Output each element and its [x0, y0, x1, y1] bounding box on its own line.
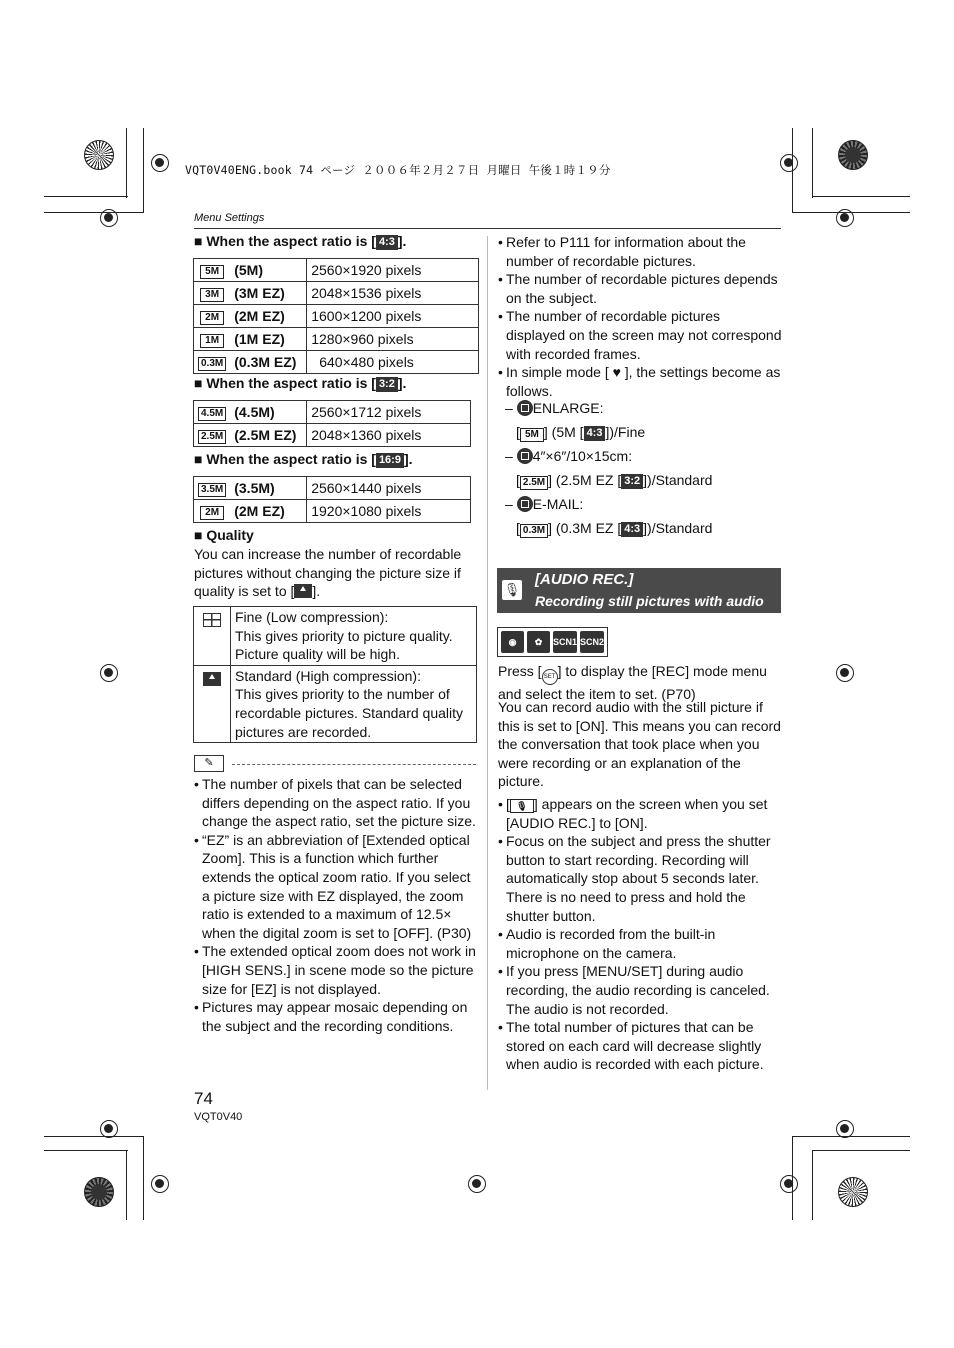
macro-mode-icon: ✿: [527, 631, 550, 653]
list-item: • The extended optical zoom does not work in [HIGH SENS.] in scene mode so the picture size for [EZ] is not displayed.: [194, 942, 480, 998]
list-item: • The number of pixels that can be selected differs depending on the aspect ratio. If you change the aspect ratio, set the picture size.: [194, 775, 480, 831]
registration-target-icon: [151, 154, 169, 172]
crop-mark: [44, 196, 128, 197]
email-setting: [ 0.3M ] (0.3M EZ [ 4:3 ])/Standard: [516, 520, 713, 536]
mode-icons: [497, 627, 608, 657]
list-item: • “EZ” is an abbreviation of [Extended optical Zoom]. This is a function which further extends the optical zoom ratio. If you select a picture size with EZ displayed, the zoom ratio is extended to a maximum of 12.5× when the digital zoom is set to [OFF]. (P30): [194, 831, 480, 943]
heading-aspect-3-2: [194, 375, 406, 392]
registration-target-icon: [836, 209, 854, 227]
note-divider: [232, 764, 476, 765]
right-bullets: [498, 233, 782, 400]
picture-size-icon: 1M: [200, 334, 224, 348]
aspect-badge-3-2: 3:2: [376, 377, 398, 392]
press-text: ] to display the [REC] mode menu and select the item to set. (P70): [498, 663, 767, 702]
scn2-mode-icon: SCN2: [580, 631, 604, 653]
quality-heading: ■ Quality: [194, 527, 254, 543]
registration-sun-icon: [838, 140, 868, 170]
enlarge-value: ] (5M [: [543, 424, 584, 440]
table-row: [194, 607, 477, 666]
crop-mark: [812, 128, 813, 198]
enlarge-value: ])/Fine: [605, 424, 646, 440]
crop-mark: [812, 1150, 910, 1151]
audio-rec-banner: [497, 568, 781, 613]
microphone-icon: 🎙: [502, 580, 522, 600]
size-name: (1M EZ): [230, 328, 307, 351]
heading-text: ].: [403, 451, 413, 467]
aspect-badge-16-9: 16:9: [376, 453, 404, 468]
picture-size-icon: 2M: [200, 506, 224, 520]
quality-desc: Fine (Low compression):: [235, 609, 389, 625]
email-value: ] (0.3M EZ [: [548, 520, 622, 536]
quality-desc: Standard (High compression):: [235, 667, 421, 684]
picture-size-icon: 0.3M: [520, 524, 548, 538]
picture-size-icon: 2.5M: [520, 476, 548, 490]
picture-size-icon: 3.5M: [198, 483, 226, 497]
size-value: 1600×1200 pixels: [307, 305, 479, 328]
print-value: ])/Standard: [643, 472, 713, 488]
page-code: VQT0V40: [194, 1111, 243, 1123]
quality-intro-text: You can increase the number of recordable pictures without changing the picture size if quality is set to [: [194, 546, 462, 600]
list-item: • If you press [MENU/SET] during audio recording, the audio recording is canceled. The audio is not recorded.: [498, 962, 782, 1018]
size-value: 1280×960 pixels: [307, 328, 479, 351]
crop-mark: [126, 128, 127, 198]
table-row: [194, 500, 471, 523]
table-row: [194, 351, 479, 374]
size-name: (0.3M EZ): [230, 351, 307, 374]
picture-size-icon: 5M: [200, 265, 224, 279]
simple-mode-text: ], the settings become as follows.: [506, 364, 781, 399]
table-row: [194, 424, 471, 447]
menu-set-icon: SET: [542, 669, 558, 685]
heading-text: ].: [397, 233, 407, 249]
size-name: (2M EZ): [230, 305, 307, 328]
size-name: (3M EZ): [230, 282, 307, 305]
crop-mark: [44, 1136, 144, 1137]
note-icon: ✎: [194, 755, 224, 772]
enlarge-icon: [517, 400, 533, 416]
list-item: • Audio is recorded from the built-in microphone on the camera.: [498, 925, 782, 962]
quality-intro-text: ].: [312, 583, 321, 600]
quality-standard-icon: [294, 584, 312, 598]
size-value: 2048×1536 pixels: [307, 282, 479, 305]
print-value: ] (2.5M EZ [: [548, 472, 622, 488]
size-name: (2.5M EZ): [230, 424, 307, 447]
table-row: [194, 328, 479, 351]
crop-mark: [143, 1136, 144, 1220]
header-divider: [194, 228, 781, 229]
list-item: • Focus on the subject and press the shutter button to start recording. Recording will automatically stop about 5 seconds later. There is no need to press and hold the shutter button.: [498, 832, 782, 925]
crop-mark: [792, 1136, 910, 1137]
table-aspect-16-9: [193, 476, 471, 523]
quality-standard-icon: [203, 672, 221, 686]
email-value: ])/Standard: [643, 520, 713, 536]
page-number: 74: [194, 1089, 213, 1108]
aspect-badge-3-2: 3:2: [621, 474, 643, 489]
audio-intro: You can record audio with the still picture if this is set to [ON]. This means you can record the conversation that took place when you were recording or an explanation of the picture.: [498, 699, 781, 790]
email-icon: [517, 496, 533, 512]
table-row: [194, 259, 479, 282]
quality-intro: [194, 545, 479, 601]
size-value: 1920×1080 pixels: [307, 500, 471, 523]
registration-target-icon: [780, 154, 798, 172]
size-name: (4.5M): [230, 401, 307, 424]
registration-sun-icon: [84, 1177, 114, 1207]
registration-sun-icon: [838, 1177, 868, 1207]
enlarge-setting: [ 5M ] (5M [ 4:3 ])/Fine: [516, 424, 646, 440]
quality-desc: This gives priority to the number of recordable pictures. Standard quality pictures are recorded.: [235, 686, 464, 740]
quality-desc: This gives priority to picture quality.: [235, 627, 453, 644]
list-item: • The number of recordable pictures displayed on the screen may not correspond with recorded frames.: [498, 307, 782, 363]
picture-size-icon: 5M: [520, 428, 544, 442]
registration-target-icon: [100, 1120, 118, 1138]
size-value: 2560×1440 pixels: [307, 477, 471, 500]
quality-table: [193, 606, 477, 743]
quality-fine-icon: [203, 613, 221, 627]
camera-mode-icon: ◉: [501, 631, 524, 653]
size-name: (5M): [230, 259, 307, 282]
registration-target-icon: [836, 1120, 854, 1138]
print-header: VQT0V40ENG.book 74 ページ ２００６年２月２７日 月曜日 午後１時１９分: [185, 163, 611, 177]
table-aspect-4-3: [193, 258, 479, 374]
picture-size-icon: 0.3M: [198, 357, 226, 371]
audio-bullet-text: ] appears on the screen when you set [AUDIO REC.] to [ON].: [506, 796, 768, 831]
banner-subtitle: Recording still pictures with audio: [535, 593, 764, 609]
heading-text: ].: [397, 375, 407, 391]
table-row: [194, 282, 479, 305]
list-item: • The total number of pictures that can be stored on each card will decrease slightly when audio is recorded with each picture.: [498, 1018, 782, 1074]
size-value: 640×480 pixels: [307, 351, 479, 374]
audio-bullet-text: [: [506, 796, 510, 812]
print-label: 4″×6″/10×15cm:: [532, 448, 633, 464]
table-row: [194, 665, 477, 742]
size-value: 2560×1712 pixels: [307, 401, 471, 424]
crop-mark: [126, 1150, 127, 1220]
crop-mark: [812, 1150, 813, 1220]
section-label: Menu Settings: [194, 212, 265, 224]
picture-size-icon: 2M: [200, 311, 224, 325]
press-text: Press [: [498, 663, 542, 679]
aspect-badge-4-3: 4:3: [621, 522, 643, 537]
enlarge-row: – ENLARGE:: [505, 400, 604, 416]
picture-size-icon: 2.5M: [198, 430, 226, 444]
aspect-badge-4-3: 4:3: [584, 426, 606, 441]
scn1-mode-icon: SCN1: [553, 631, 577, 653]
crop-mark: [812, 196, 910, 197]
heading-aspect-4-3: [194, 233, 406, 250]
list-item: • Pictures may appear mosaic depending on the subject and the recording conditions.: [194, 998, 480, 1035]
microphone-icon: 🎙: [510, 799, 534, 813]
registration-target-icon: [151, 1175, 169, 1193]
simple-mode-text: In simple mode [: [506, 364, 609, 381]
heading-text: ■ When the aspect ratio is [: [194, 233, 376, 249]
registration-target-icon: [100, 664, 118, 682]
registration-target-icon: [468, 1175, 486, 1193]
list-item: [498, 363, 782, 400]
list-item: [498, 795, 782, 832]
quality-desc: Picture quality will be high.: [235, 646, 400, 663]
table-aspect-3-2: [193, 400, 471, 447]
picture-size-icon: 4.5M: [198, 407, 226, 421]
list-item: • The number of recordable pictures depends on the subject.: [498, 270, 782, 307]
heading-text: ■ When the aspect ratio is [: [194, 451, 376, 467]
print-row: – 4″×6″/10×15cm:: [505, 448, 633, 464]
heading-text: ■ When the aspect ratio is [: [194, 375, 376, 391]
crop-mark: [44, 1150, 128, 1151]
picture-size-icon: 3M: [200, 288, 224, 302]
crop-mark: [44, 212, 144, 213]
print-icon: [517, 448, 533, 464]
table-row: [194, 401, 471, 424]
heading-aspect-16-9: [194, 451, 413, 468]
crop-mark: [143, 128, 144, 212]
registration-target-icon: [780, 1175, 798, 1193]
heart-icon: ♥: [612, 364, 621, 381]
column-divider: [487, 236, 488, 1090]
size-value: 2048×1360 pixels: [307, 424, 471, 447]
registration-target-icon: [836, 664, 854, 682]
email-row: – E-MAIL:: [505, 496, 584, 512]
table-row: [194, 305, 479, 328]
enlarge-label: ENLARGE:: [532, 400, 604, 416]
banner-title: [AUDIO REC.]: [535, 571, 634, 588]
email-label: E-MAIL:: [532, 496, 584, 512]
list-item: • Refer to P111 for information about the number of recordable pictures.: [498, 233, 782, 270]
audio-bullets: [498, 795, 782, 1074]
size-name: (3.5M): [230, 477, 307, 500]
print-setting: [ 2.5M ] (2.5M EZ [ 3:2 ])/Standard: [516, 472, 713, 488]
registration-sun-icon: [84, 140, 114, 170]
table-row: [194, 477, 471, 500]
notes-list: [194, 775, 480, 1035]
size-value: 2560×1920 pixels: [307, 259, 479, 282]
registration-target-icon: [100, 209, 118, 227]
aspect-badge-4-3: 4:3: [376, 235, 398, 250]
size-name: (2M EZ): [230, 500, 307, 523]
